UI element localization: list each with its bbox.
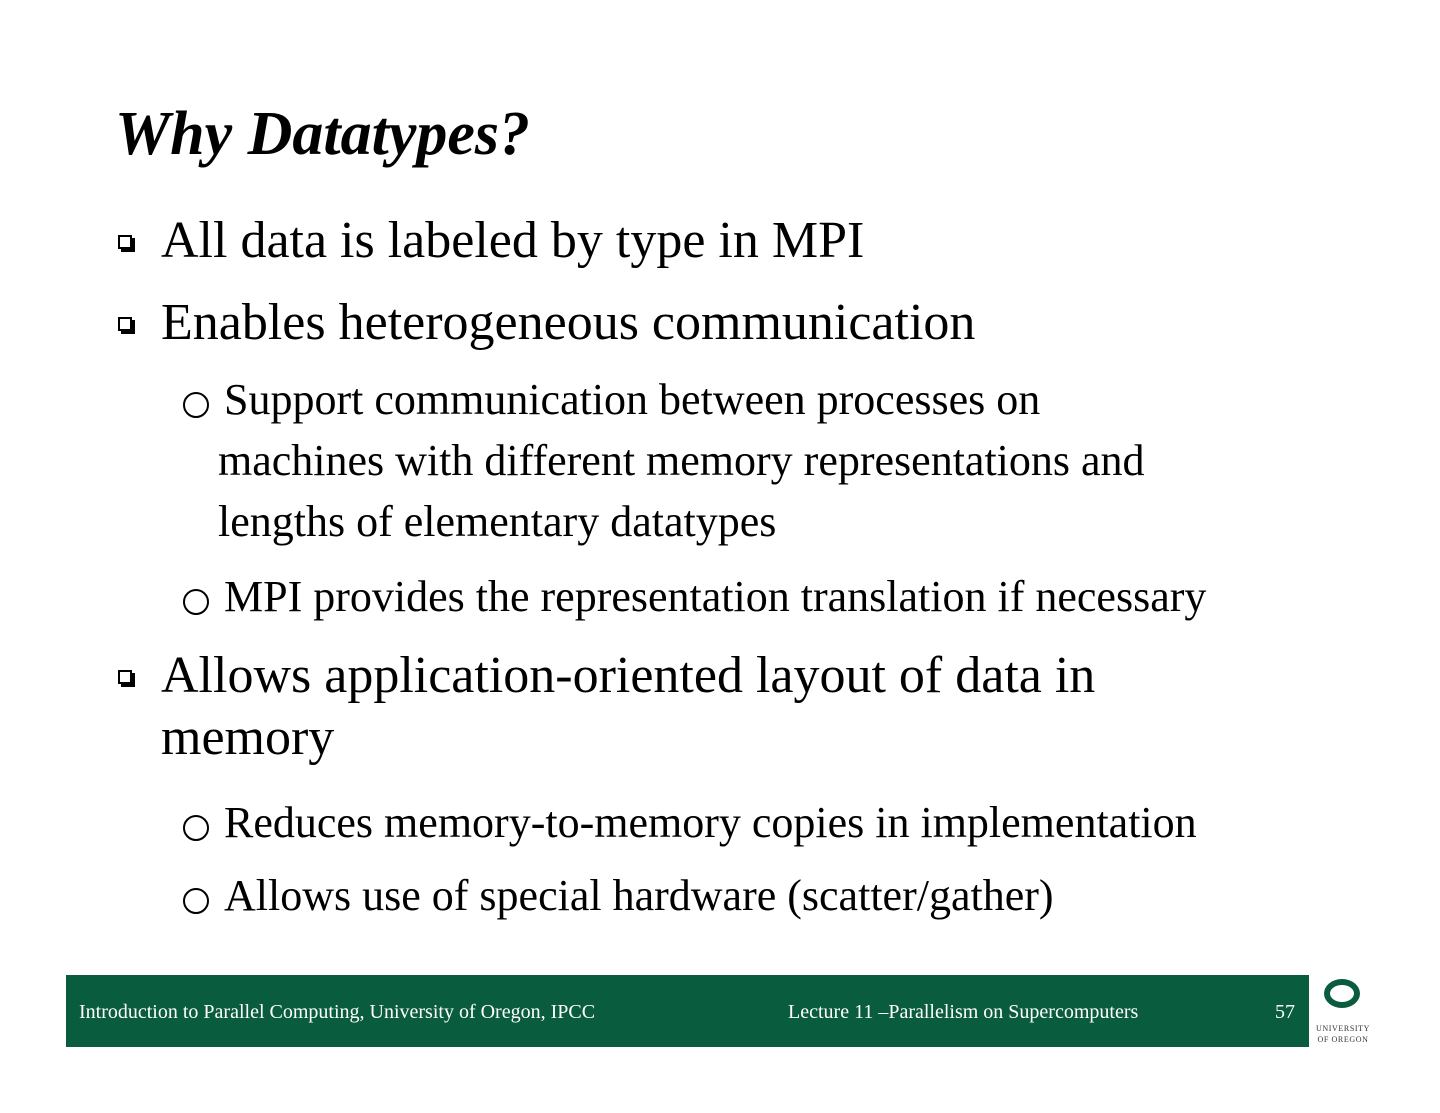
circle-bullet-icon	[180, 865, 220, 926]
logo-text	[1312, 1023, 1374, 1045]
university-of-oregon-o-logo-icon	[1324, 979, 1360, 1008]
page-number: 57	[1275, 1001, 1295, 1023]
sub-bullet-text: Reduces memory-to-memory copies in implementation	[224, 798, 1197, 847]
bullet-item	[115, 210, 864, 272]
footer-lecture-title: Lecture 11 –Parallelism on Supercomputers	[788, 1001, 1139, 1023]
circle-bullet-icon	[180, 566, 220, 627]
footer-course-title: Introduction to Parallel Computing, University of Oregon, IPCC	[79, 1001, 596, 1023]
sub-bullet-item	[180, 792, 1197, 853]
sub-bullet-text: lengths of elementary datatypes	[218, 497, 777, 546]
square-bullet-icon	[115, 645, 145, 707]
sub-bullet-text: Support communication between processes on	[224, 375, 1041, 424]
slide-title: Why Datatypes?	[115, 100, 531, 168]
sub-bullet-text: Allows use of special hardware (scatter/gather)	[224, 871, 1054, 920]
bullet-item	[115, 292, 975, 354]
logo-text-line: OF OREGON	[1317, 1035, 1369, 1044]
square-bullet-icon	[115, 210, 145, 272]
bullet-text: Allows application-oriented layout of data in	[161, 647, 1096, 704]
bullet-text: All data is labeled by type in MPI	[161, 212, 865, 269]
sub-bullet-item	[180, 369, 1145, 552]
sub-bullet-item	[180, 566, 1206, 627]
sub-bullet-item	[180, 865, 1054, 926]
sub-bullet-text: machines with different memory representations and	[218, 436, 1145, 485]
sub-bullet-text: MPI provides the representation translation if necessary	[224, 572, 1207, 621]
university-of-oregon-logo	[1312, 977, 1374, 1047]
circle-bullet-icon	[180, 369, 220, 430]
slide-footer	[66, 975, 1309, 1047]
bullet-text: memory	[161, 709, 335, 766]
circle-bullet-icon	[180, 792, 220, 853]
square-bullet-icon	[115, 292, 145, 354]
bullet-text: Enables heterogeneous communication	[161, 294, 976, 351]
bullet-item	[115, 645, 1095, 769]
logo-text-line: UNIVERSITY	[1316, 1024, 1370, 1033]
